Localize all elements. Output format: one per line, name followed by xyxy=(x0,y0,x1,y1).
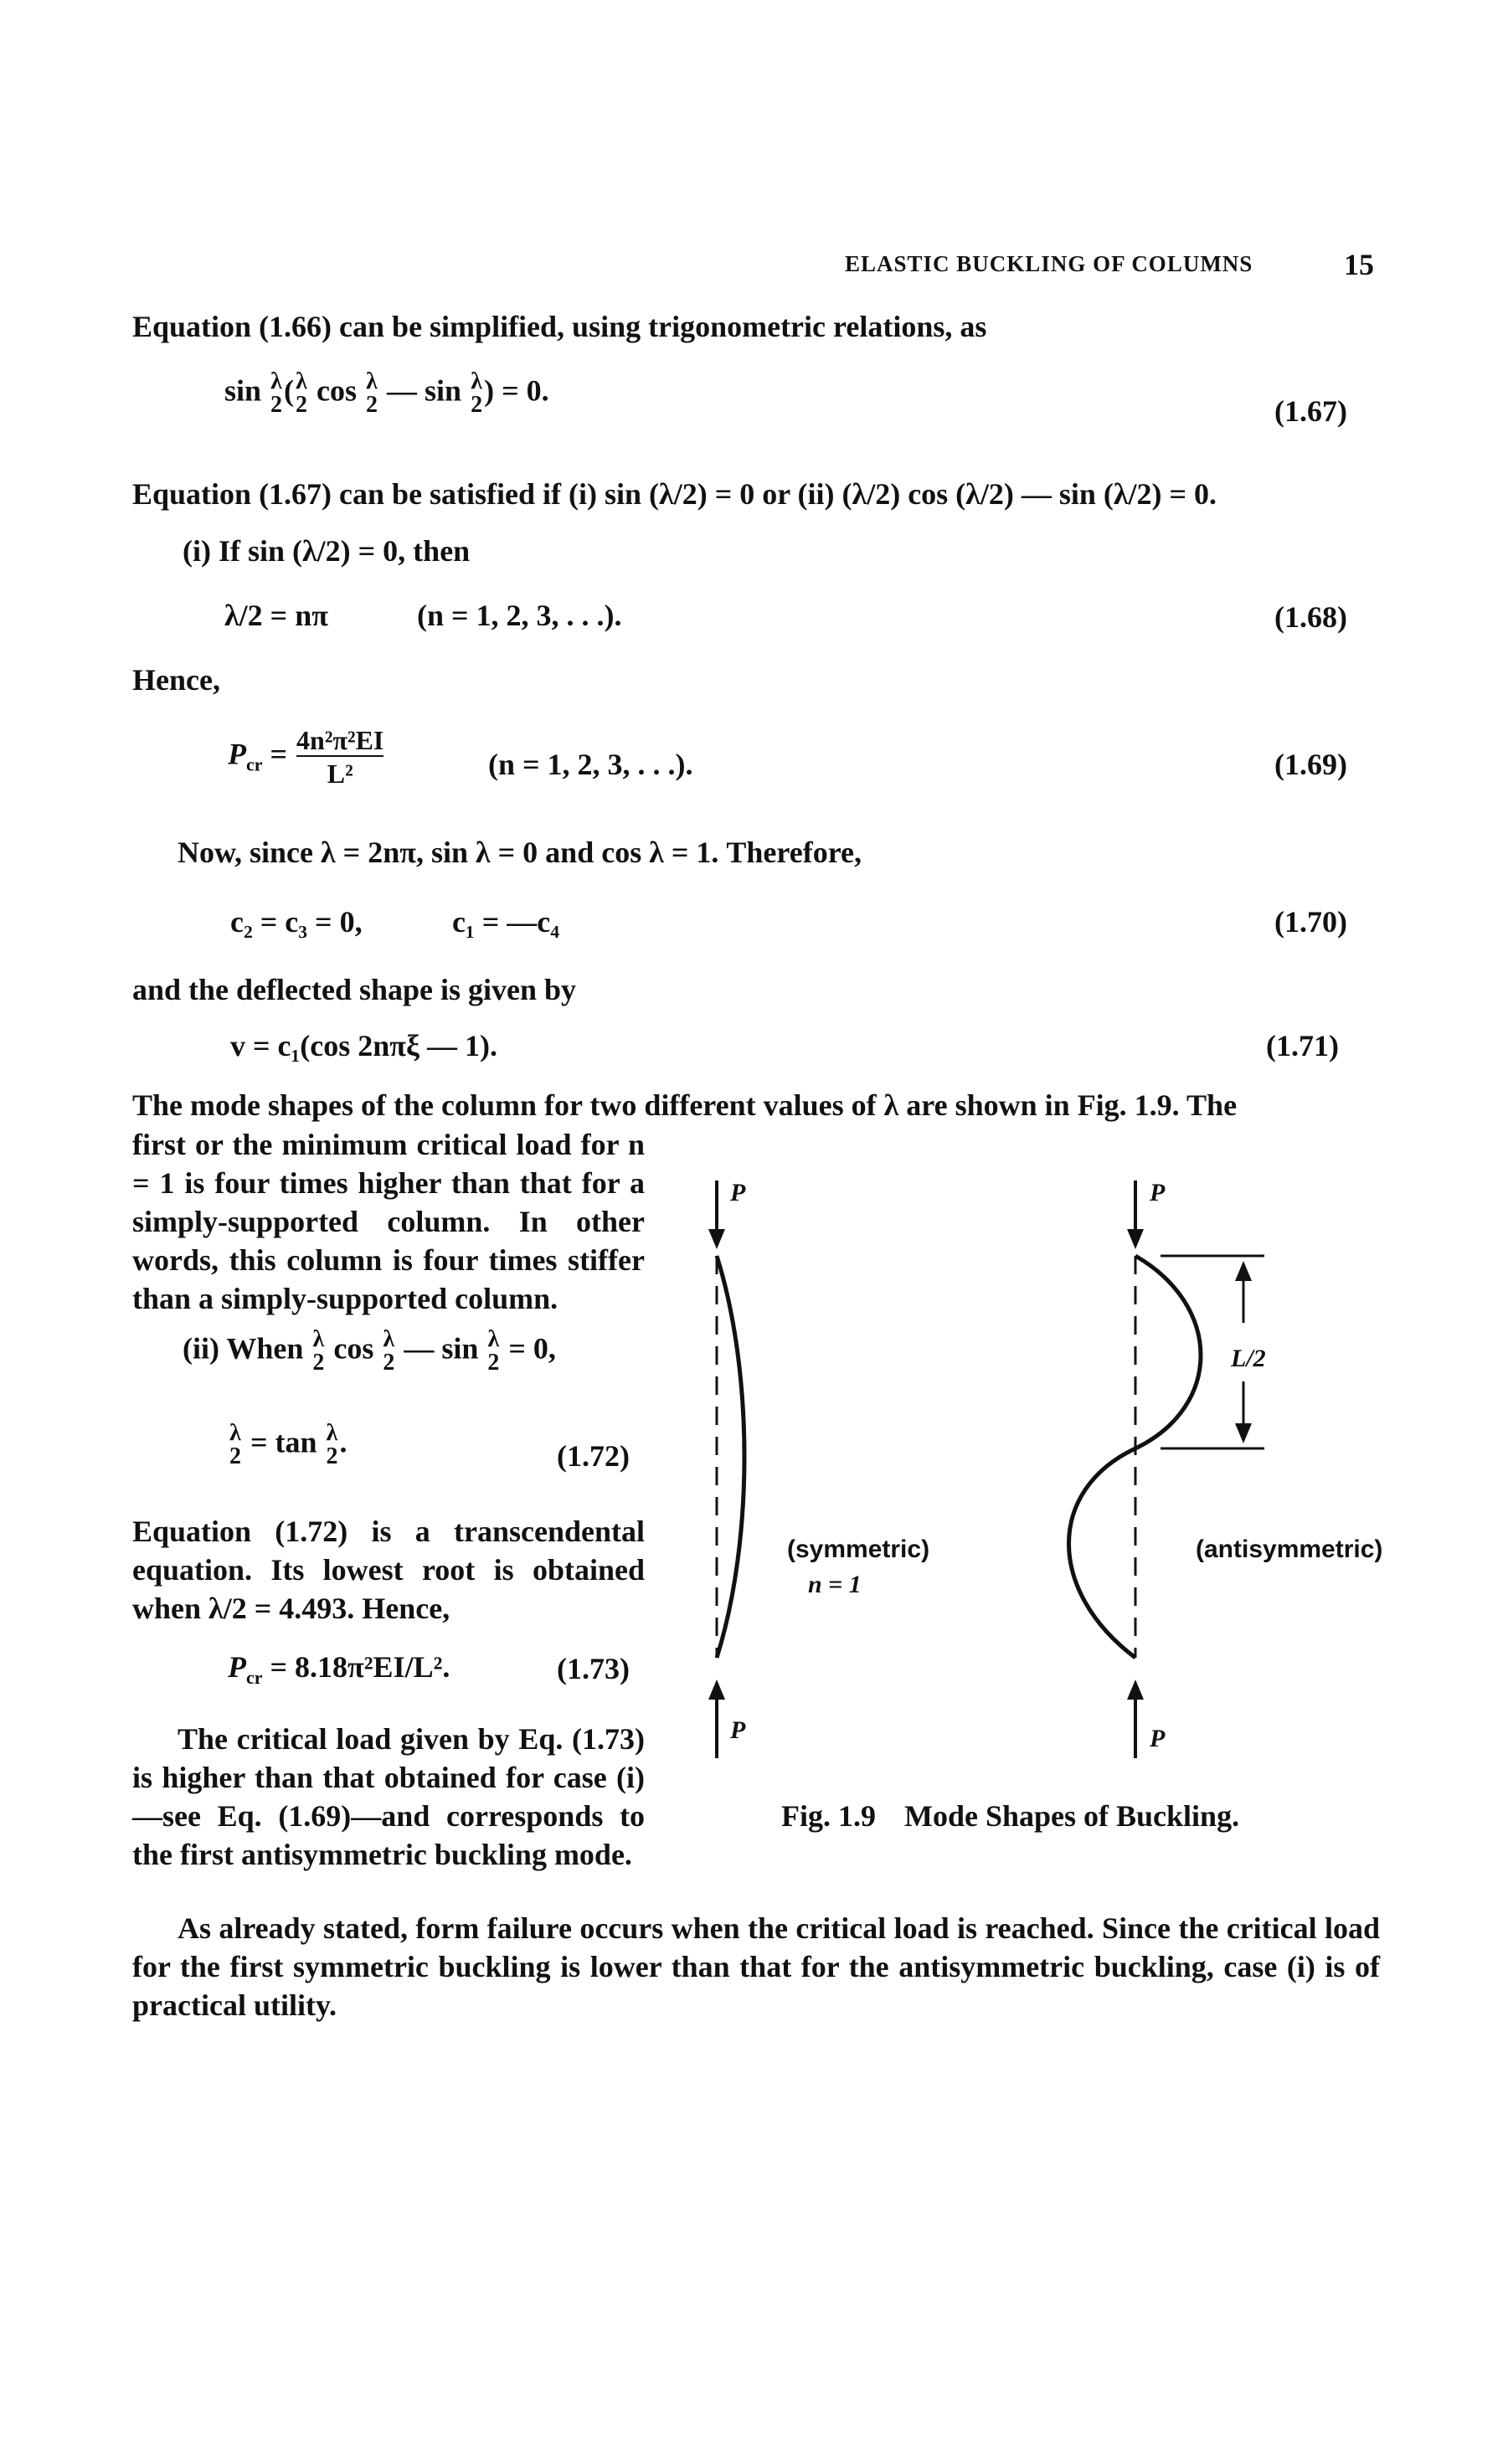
mode-shapes-line: The mode shapes of the column for two different values of λ are shown in Fig. 1.9. The xyxy=(132,1088,1238,1122)
equation-1-68: λ/2 = nπ xyxy=(224,599,328,632)
satisfied-sentence: Equation (1.67) can be satisfied if (i) sin (λ/2) = 0 or (ii) (λ/2) cos (λ/2) — sin (λ/2) = 0. xyxy=(132,477,1217,511)
equation-1-70-right: c₁ = —c₄ xyxy=(452,905,560,939)
dim-upper-arrowhead xyxy=(1235,1261,1252,1281)
top-load-arrowhead-left xyxy=(708,1229,725,1249)
equation-1-72: λ 2 = tan λ 2 . xyxy=(229,1420,347,1469)
case-i-heading: (i) If sin (λ/2) = 0, then xyxy=(183,534,471,568)
equation-number-1-72: (1.72) xyxy=(557,1439,630,1473)
equation-1-67: sin λ 2 ( λ 2 cos λ 2 — sin λ 2 ) = 0. xyxy=(224,368,549,418)
figure-caption-title: Mode Shapes of Buckling. xyxy=(904,1799,1240,1833)
load-label-bottom-right: P xyxy=(1150,1725,1166,1752)
critical-higher-paragraph: The critical load given by Eq. (1.73) is higher than that obtained for case (i)—see Eq. (1.69)—and corresponds to the first antisymmetric buckling mode. xyxy=(132,1722,645,1871)
antisymmetric-mode-shape xyxy=(1069,1181,1265,1758)
equation-case-ii: (ii) When λ 2 cos λ 2 — sin λ 2 = 0, xyxy=(183,1326,556,1376)
load-label-top-right: P xyxy=(1150,1179,1166,1206)
bottom-load-arrowhead-right xyxy=(1127,1680,1144,1700)
figure-caption-label: Fig. 1.9 xyxy=(781,1799,876,1833)
n-equals-one-label: n = 1 xyxy=(808,1571,862,1598)
equation-1-69: $P_{cr}$ = $\frac{\text{4n²π²EI}}{\text{L²}}$ xyxy=(228,725,384,789)
equation-1-70-left: c₂ = c₃ = 0, xyxy=(230,905,363,939)
now-since-sentence: Now, since λ = 2nπ, sin λ = 0 and cos λ = 1. Therefore, xyxy=(178,836,862,869)
intro-sentence: Equation (1.66) can be simplified, using trigonometric relations, as xyxy=(132,310,987,343)
equation-number-1-68: (1.68) xyxy=(1274,600,1347,634)
equation-number-1-69: (1.69) xyxy=(1274,748,1347,781)
equation-1-69-condition: (n = 1, 2, 3, . . .). xyxy=(488,748,693,781)
running-header: ELASTIC BUCKLING OF COLUMNS xyxy=(845,251,1253,276)
page-number: 15 xyxy=(1344,248,1374,281)
equation-number-1-71: (1.71) xyxy=(1266,1029,1339,1062)
symmetric-curve xyxy=(717,1256,744,1658)
load-label-bottom-left: P xyxy=(730,1716,746,1744)
top-load-arrowhead-right xyxy=(1127,1229,1144,1249)
symmetric-label: (symmetric) xyxy=(787,1535,930,1563)
dim-lower-arrowhead xyxy=(1235,1423,1252,1443)
conclusion-paragraph: As already stated, form failure occurs when the critical load is reached. Since the critical load for the first symmetric buckling is lower than that for the antisymmetric buckling, case (i) is of practical utility. xyxy=(132,1911,1380,2022)
hence-label: Hence, xyxy=(132,663,220,697)
equation-1-68-condition: (n = 1, 2, 3, . . .). xyxy=(417,599,622,632)
deflected-sentence: and the deflected shape is given by xyxy=(132,973,577,1006)
figure-1-9 xyxy=(687,1155,1373,1792)
bottom-load-arrowhead-left xyxy=(708,1680,725,1700)
equation-number-1-67: (1.67) xyxy=(1274,394,1347,428)
equation-1-71: v = c₁(cos 2nπξ — 1). xyxy=(230,1029,498,1062)
figure-caption xyxy=(781,1798,1239,1834)
transcendental-paragraph: Equation (1.72) is a transcendental equation. Its lowest root is obtained when λ/2 = 4.493. Hence, xyxy=(132,1515,645,1625)
equation-number-1-70: (1.70) xyxy=(1274,905,1347,939)
symmetric-mode-shape xyxy=(708,1181,744,1758)
equation-1-73: $P_{cr} = 8.18\pi^2EI/L^2$. xyxy=(228,1650,450,1688)
first-critical-paragraph: first or the minimum critical load for n = 1 is four times higher than that for a simply-supported column. In other words, this column is four times stiffer than a simply-supported column. xyxy=(132,1128,645,1315)
load-label-top-left: P xyxy=(730,1179,746,1206)
antisymmetric-label: (antisymmetric) xyxy=(1196,1535,1383,1563)
equation-number-1-73: (1.73) xyxy=(557,1652,630,1685)
half-length-label: L/2 xyxy=(1231,1345,1266,1372)
